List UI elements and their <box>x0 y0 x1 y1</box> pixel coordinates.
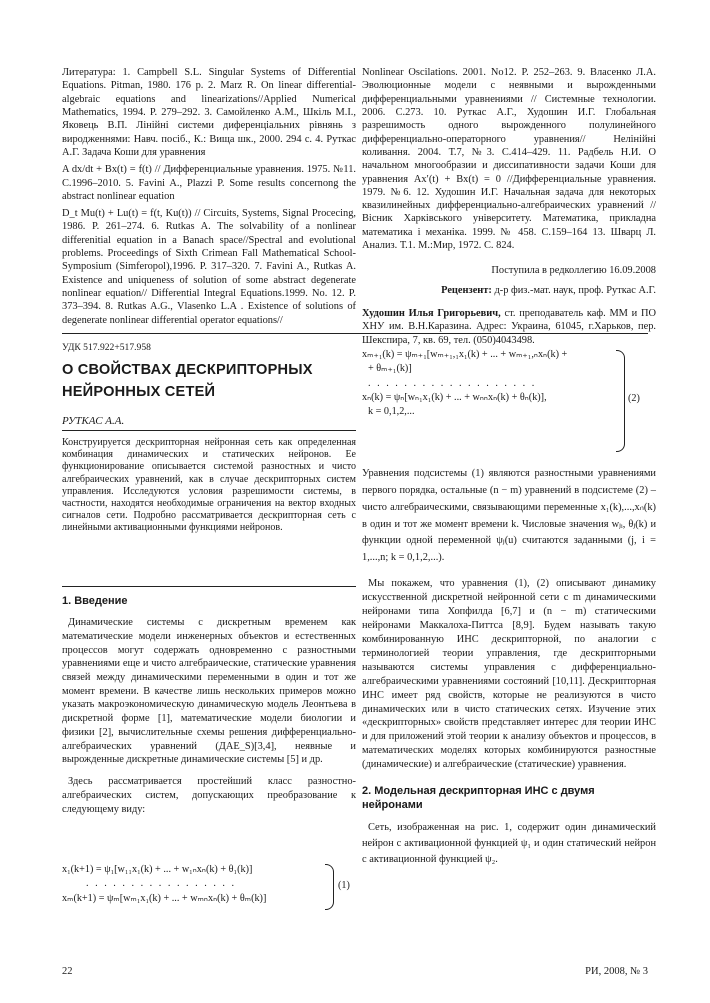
equation-number: (2) <box>628 393 640 404</box>
equation-brace <box>616 350 625 452</box>
reviewer-name: д-р физ.-мат. наук, проф. Руткас А.Г. <box>494 284 656 296</box>
equation-2 <box>362 348 620 419</box>
prev-references-right <box>362 66 656 347</box>
title-line: НЕЙРОННЫХ СЕТЕЙ <box>62 383 216 400</box>
reference-text: D_t Mu(t) + Lu(t) = f(t, Ku(t)) // Circuits, Systems, Signal Procecing, 1986. P. 261–274. 6. Rutkas A. The solvability of a nonlinear differenitial equation in a Banach space//Spectral and evolutional problems. Proceedings of Sixth Crimean Fall Mathematical School-Symposium (Simferopol),1996. P. 317–320. 7. Favini A., Rutkas A. Existence and uniqueness of solution of some abstract degenerate nonlinear equation// Differential Integral Equations.1999. No. 12. P. 373–394. 8. Rutkas A.G., Vlasenko L.A . Existence of solutions of degenerate nonlinear differential operator equations// <box>62 208 356 326</box>
equation-line: xₘ₊₁(k) = ψₘ₊₁[wₘ₊₁,₁x₁(k) + ... + wₘ₊₁,ₙxₙ(k) + <box>362 349 568 360</box>
paragraph: Динамические системы с дискретным временем как математические модели инженерных объектов и естественных процессов могут содержать одновременно с разностными уравнениями еще и чисто алгебраические, статические уравнения связей между динамическими переменными в один и тот же момент времени. В качестве лишь нескольких примеров можно указать макроэкономическую динамическую модель Леонтьева в дискретной форме [1], математические модели биологии и физики [2], вычислительные схемы решения дифференциально-алгебраических уравнений (ДАЕ_S)[3,4], неявные и вырожденные дискретные динамические системы [5] и др. <box>62 617 356 766</box>
author-name: Худошин Илья Григорьевич, <box>362 308 501 319</box>
paragraph: Уравнения подсистемы (1) являются разностными уравнениями первого порядка, остальные (n − m) уравнений в подсистеме (2) – чисто алгебраическими, связывающими переменные x₁(k),...,xₙ(k) в один и тот же момент времени k. Числовые значения wⱼᵢ, θⱼ(k) и функции одной переменной ψⱼ(u) считаются заданными (j, i = 1,...,n; k = 0,1,2,...). <box>362 468 656 564</box>
paragraph: Мы покажем, что уравнения (1), (2) описывают динамику искусственной дискретной нейронной сети с m динамическими нейронами типа Хопфилда [6,7] и (n − m) статическими нейронами Маккалоха-Питтса [8,9]. Будем называть такую комбинированную ИНС дескрипторной, по аналогии с терминологией теории управления, где дескрипторными называются системы управления с дифференциально-алгебраическими уравнениями состояний [10,11]. Дескрипторная ИНС имеет ряд свойств, которые не реализуются в чисто динамических или в чисто статических сетях. Изучение этих «дескрипторных» свойств представляет интерес для теории ИНС и для приложений этой теории к анализу объектов и процессов, в математических моделях которых комбинируются разностные (динамические) и алгебраические (статические) уравнения. <box>362 578 656 771</box>
reference-text: Литература: 1. Campbell S.L. Singular Systems of Differential Equations. Pitman, 1980. 176 p. 2. Marz R. On linear differential-algebraic equations and linearizations//Applied Numerical Mathematics, 1994. P. 279–292. 3. Самойленко А.М., Шкіль М.І., Яковець В.П. Лінійні системи диференціальних рівнянь з виродженнями: Навч. посіб., К.: Вища шк., 2000. 294 с. 4. Руткас А.Г. Задача Коши для уравнения <box>62 67 356 158</box>
equation-dots: . . . . . . . . . . . . . . . . . . . <box>368 377 537 389</box>
right-column-body <box>362 466 656 867</box>
udk-code: УДК 517.922+517.958 <box>62 342 151 353</box>
reviewer-line <box>362 284 656 297</box>
left-column-body <box>62 594 356 816</box>
equation-line: + θₘ₊₁(k)] <box>368 363 412 375</box>
prev-references-left <box>62 66 356 327</box>
article-author: РУТКАС А.А. <box>62 415 125 427</box>
equation-line: x₁(k+1) = ψ₁[w₁₁x₁(k) + ... + w₁ₙxₙ(k) + θ₁(k)] <box>62 864 253 875</box>
received-date: Поступила в редколлегию 16.09.2008 <box>491 265 656 277</box>
section-heading: 2. Модельная дескрипторная ИНС с двумя нейронами <box>362 785 595 812</box>
equation-dots: . . . . . . . . . . . . . . . . . <box>86 878 237 890</box>
reference-text: A dx/dt + Bx(t) = f(t) // Дифференциальные уравнения. 1975. №11. С.1996–2010. 5. Favini A., Plazzi P. Some results concernong the abstract nonlinear equation <box>62 164 356 202</box>
author-divider <box>62 430 356 431</box>
reference-text: Nonlinear Oscilations. 2001. No12. P. 252–263. 9. Власенко Л.А. Эволюционные модели с неявными и вырожденными дифференциальными уравнениями // Системные технологии. 2006. С.273. 10. Руткас А.Г., Худошин И.Г. Глобальная разрешимость одного вырожденного полулинейного дифференциально-операторного уравнения// Нелінійні коливання. 2004. Т.7, №3. С.414–429. 11. Радбель Н.И. О начальном многообразии и диссипативности задачи Коши для уравнения Ax′(t) + Bx(t) = 0 //Дифференциальные уравнения. 1979. №6. 12. Худошин И.Г. Начальная задача для некоторых квазилинейных дифференциально-алгебраических уравнений // Вісник Харківського університету. Математика, прикладна математика і механіка. 1999. № 458. С.159–164 13. Шварц Л. Анализ. Т.1. М.:Мир, 1972. С. 824. <box>362 67 656 252</box>
article-separator <box>62 333 648 334</box>
equation-1 <box>62 863 324 906</box>
equation-line: xₙ(k) = ψₙ[wₙ₁x₁(k) + ... + wₙₙxₙ(k) + θₙ(k)], <box>362 391 547 403</box>
author-details: ст. преподаватель каф. ММ и ПО ХНУ им. В.Н.Каразина. Адрес: Украина, 61045, г.Харьков, пер. Шекспира, 7, кв. 69, тел. (050)4043498. <box>362 308 656 346</box>
abstract-divider <box>62 586 356 587</box>
abstract <box>62 437 356 535</box>
page-number: 22 <box>62 966 73 977</box>
equation-line: xₘ(k+1) = ψₘ[wₘ₁x₁(k) + ... + wₘₙxₙ(k) + θₘ(k)] <box>62 892 267 904</box>
section-heading: 1. Введение <box>62 595 128 607</box>
title-line: О СВОЙСТВАХ ДЕСКРИПТОРНЫХ <box>62 362 313 378</box>
equation-line: k = 0,1,2,... <box>368 406 415 418</box>
journal-issue: РИ, 2008, № 3 <box>585 966 648 977</box>
reviewer-label: Рецензент: <box>441 284 492 296</box>
paragraph: Здесь рассматривается простейший класс разностно-алгебраических систем, допускающих преобразование к следующему виду: <box>62 776 356 815</box>
author-info <box>362 307 656 347</box>
equation-number: (1) <box>338 880 350 891</box>
abstract-text: Конструируется дескрипторная нейронная сеть как определенная комбинация динамических и статических нейронов. Ее функционирование описывается системой разностных и чисто алгебраических уравнений, как в случае дескрипторных систем управления. Исследуются условия разрешимости системы, в частности, находятся необходимые ограничения на вектор входных сигналов сети. Подробно рассматривается дескрипторная сеть с линейными активационными функциями нейронов. <box>62 437 356 534</box>
equation-brace <box>325 864 334 910</box>
article-title <box>62 360 356 404</box>
paragraph: Сеть, изображенная на рис. 1, содержит один динамический нейрон с активационной функцией ψ₁ и один статический нейрон с активационной функцией ψ₂. <box>362 822 656 865</box>
